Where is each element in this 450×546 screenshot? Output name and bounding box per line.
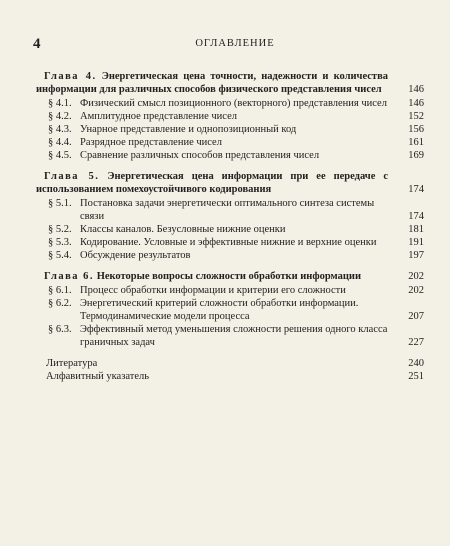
section-entry[interactable] <box>36 323 424 349</box>
page-ref: 207 <box>390 310 424 323</box>
section-title: Постановка задачи энергетически оптимального синтеза системы связи <box>80 198 375 222</box>
section-entry[interactable] <box>36 249 424 262</box>
page-ref: 146 <box>390 97 424 110</box>
section-number: § 6.1. <box>48 285 72 296</box>
page-ref: 251 <box>390 370 424 383</box>
section-entry[interactable] <box>36 110 424 123</box>
section-title: Амплитудное представление чисел <box>80 111 237 122</box>
section-title: Эффективный метод уменьшения сложности решения одного класса граничных задач <box>80 324 388 348</box>
section-number: § 4.5. <box>48 150 72 161</box>
page-ref: 202 <box>390 284 424 297</box>
page-ref: 174 <box>390 183 424 196</box>
section-number: § 4.1. <box>48 98 72 109</box>
chapter-entry[interactable] <box>36 70 424 96</box>
section-number: § 5.4. <box>48 250 72 261</box>
section-number: § 5.1. <box>48 198 72 209</box>
page-number: 4 <box>33 36 41 52</box>
section-entry[interactable] <box>36 136 424 149</box>
section-title: Сравнение различных способов представления чисел <box>80 150 320 161</box>
section-entry[interactable] <box>36 97 424 110</box>
section-title: Кодирование. Условные и эффективные нижние и верхние оценки <box>80 237 377 248</box>
page-ref: 181 <box>390 223 424 236</box>
back-matter-title: Алфавитный указатель <box>46 371 150 382</box>
section-title: Процесс обработки информации и критерии его сложности <box>80 285 346 296</box>
page-ref: 174 <box>390 210 424 223</box>
spacer <box>36 349 424 357</box>
section-number: § 6.2. <box>48 298 72 309</box>
chapter-entry[interactable] <box>36 270 424 283</box>
section-title: Классы каналов. Безусловные нижние оценки <box>80 224 286 235</box>
back-matter-title: Литература <box>46 358 98 369</box>
page-ref: 240 <box>390 357 424 370</box>
section-title: Обсуждение результатов <box>80 250 191 261</box>
section-number: § 4.4. <box>48 137 72 148</box>
section-number: § 4.3. <box>48 124 72 135</box>
page-ref: 191 <box>390 236 424 249</box>
back-matter-entry[interactable] <box>36 370 424 383</box>
chapter-entry[interactable] <box>36 170 424 196</box>
section-title: Физический смысл позиционного (векторного) представления чисел <box>80 98 387 109</box>
section-title: Разрядное представление чисел <box>80 137 222 148</box>
section-entry[interactable] <box>36 197 424 223</box>
chapter-title: Некоторые вопросы сложности обработки информации <box>96 271 362 282</box>
spacer <box>36 162 424 170</box>
section-title: Унарное представление и однопозиционный код <box>80 124 297 135</box>
section-entry[interactable] <box>36 297 424 323</box>
page-ref: 152 <box>390 110 424 123</box>
section-number: § 5.2. <box>48 224 72 235</box>
chapter-prefix: Глава 4. <box>44 71 97 82</box>
section-entry[interactable] <box>36 284 424 297</box>
page-ref: 161 <box>390 136 424 149</box>
page-ref: 197 <box>390 249 424 262</box>
section-entry[interactable] <box>36 236 424 249</box>
page-ref: 227 <box>390 336 424 349</box>
running-title: ОГЛАВЛЕНИЕ <box>195 38 275 49</box>
section-number: § 5.3. <box>48 237 72 248</box>
section-entry[interactable] <box>36 123 424 136</box>
section-entry[interactable] <box>36 223 424 236</box>
page-ref: 146 <box>390 83 424 96</box>
section-entry[interactable] <box>36 149 424 162</box>
page-ref: 169 <box>390 149 424 162</box>
page-ref: 156 <box>390 123 424 136</box>
chapter-title: Энергетическая цена точности, надежности и количества информации для различных способов физического представления чисел <box>36 71 388 95</box>
chapter-prefix: Глава 5. <box>44 171 100 182</box>
back-matter-entry[interactable] <box>36 357 424 370</box>
section-title: Энергетический критерий сложности обработки информации. Термодинамические модели процесса <box>80 298 359 322</box>
chapter-prefix: Глава 6. <box>44 271 95 282</box>
chapter-title: Энергетическая цена информации при ее передаче с использованием помехоустойчивого кодирования <box>36 171 389 195</box>
section-number: § 4.2. <box>48 111 72 122</box>
spacer <box>36 262 424 270</box>
page-ref: 202 <box>390 270 424 283</box>
table-of-contents <box>36 70 424 383</box>
section-number: § 6.3. <box>48 324 72 335</box>
